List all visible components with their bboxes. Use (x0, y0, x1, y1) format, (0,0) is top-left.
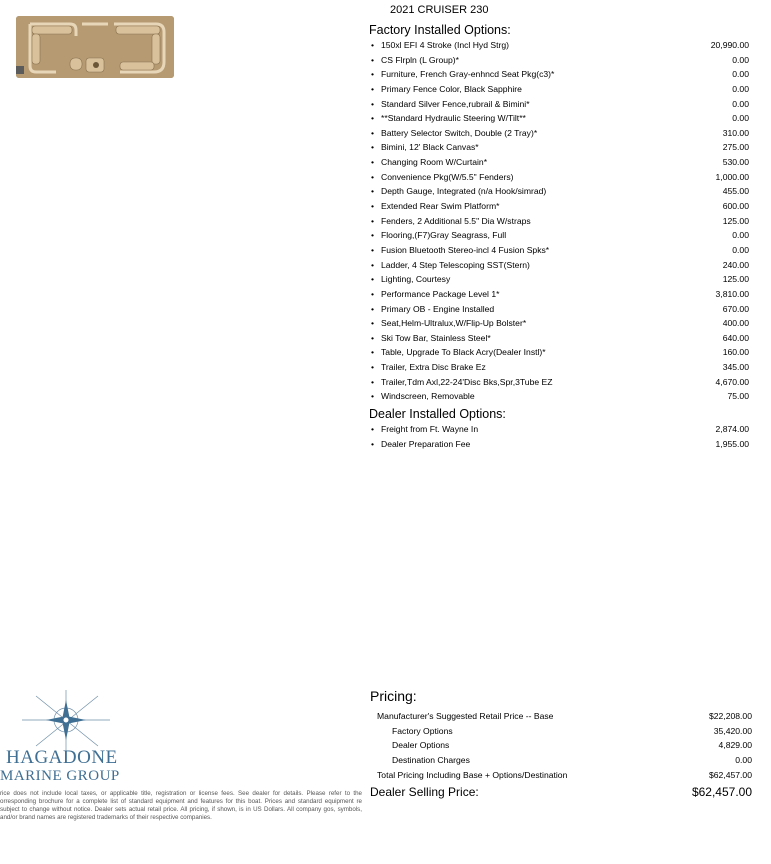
option-label: Bimini, 12' Black Canvas* (381, 142, 479, 153)
option-row (369, 345, 749, 360)
option-row (369, 184, 749, 199)
option-label: 150xl EFI 4 Stroke (Incl Hyd Strg) (381, 40, 509, 50)
option-label: CS Flrpln (L Group)* (381, 54, 460, 65)
option-row (369, 214, 749, 229)
option-price: 1,955.00 (715, 438, 749, 449)
bullet-icon: • (371, 332, 375, 343)
option-row (369, 228, 749, 243)
bullet-icon: • (371, 98, 375, 109)
option-row (369, 437, 749, 452)
bullet-icon: • (371, 274, 375, 285)
option-label: **Standard Hydraulic Steering W/Tilt** (381, 113, 526, 124)
option-label: Freight from Ft. Wayne In (381, 424, 479, 434)
bullet-icon: • (371, 40, 375, 50)
dealer-options-list (369, 422, 749, 451)
option-price: 530.00 (722, 157, 749, 168)
option-row (369, 302, 749, 317)
option-price: 240.00 (722, 259, 749, 270)
pricing-label: Destination Charges (392, 755, 470, 766)
bullet-icon: • (371, 215, 375, 226)
option-price: 160.00 (722, 347, 749, 358)
option-price: 310.00 (722, 127, 749, 138)
dealer-selling-price-label: Dealer Selling Price: (370, 785, 479, 799)
option-label: Convenience Pkg(W/5.5" Fenders) (381, 171, 514, 182)
option-row (369, 272, 749, 287)
option-price: 0.00 (732, 113, 749, 124)
bullet-icon: • (371, 113, 375, 124)
pricing-label: Factory Options (392, 725, 453, 736)
pricing-row (370, 724, 752, 739)
bullet-icon: • (371, 157, 375, 168)
dealer-selling-price-value: $62,457.00 (691, 785, 752, 799)
option-label: Battery Selector Switch, Double (2 Tray)* (381, 127, 538, 138)
option-row (369, 67, 749, 82)
bullet-icon: • (371, 303, 375, 314)
option-price: 125.00 (722, 274, 749, 285)
bullet-icon: • (371, 362, 375, 373)
option-label: Ladder, 4 Step Telescoping SST(Stern) (381, 259, 530, 270)
option-label: Furniture, French Gray-enhncd Seat Pkg(c3)* (381, 69, 555, 80)
bullet-icon: • (371, 391, 375, 402)
option-row (369, 360, 749, 375)
bullet-icon: • (371, 288, 375, 299)
logo-text-line1: HAGADONE (6, 747, 118, 768)
pricing-value: $22,208.00 (708, 711, 752, 721)
option-row (369, 287, 749, 302)
option-row (369, 111, 749, 126)
factory-options-list (369, 38, 749, 404)
pricing-row (370, 768, 752, 783)
option-row (369, 331, 749, 346)
option-price: 640.00 (722, 332, 749, 343)
option-label: Windscreen, Removable (381, 391, 475, 402)
option-price: 2,874.00 (715, 424, 749, 434)
option-price: 670.00 (722, 303, 749, 314)
option-row (369, 82, 749, 97)
option-label: Primary Fence Color, Black Sapphire (381, 83, 522, 94)
option-row (369, 38, 749, 53)
bullet-icon: • (371, 201, 375, 212)
pricing-value: 0.00 (735, 755, 752, 766)
option-price: 125.00 (722, 215, 749, 226)
pricing-heading: Pricing: (370, 688, 417, 704)
pricing-row (370, 738, 752, 753)
logo-text-line2: MARINE GROUP (0, 768, 120, 784)
option-label: Primary OB - Engine Installed (381, 303, 495, 314)
option-price: 0.00 (732, 244, 749, 255)
bullet-icon: • (371, 244, 375, 255)
option-price: 0.00 (732, 69, 749, 80)
dealer-options-heading: Dealer Installed Options: (369, 407, 506, 421)
option-label: Fusion Bluetooth Stereo-incl 4 Fusion Spks* (381, 244, 550, 255)
bullet-icon: • (371, 69, 375, 80)
option-price: 345.00 (722, 362, 749, 373)
option-label: Trailer,Tdm Axl,22-24'Disc Bks,Spr,3Tube EZ (381, 376, 553, 387)
bullet-icon: • (371, 438, 375, 449)
option-label: Ski Tow Bar, Stainless Steel* (381, 332, 491, 343)
legal-disclaimer: rice does not include local taxes, or applicable title, registration or license fees. See dealer for details. Please refer to the orresponding brochure for a complete list of standard equipment and features for this boat. Prices and standard equipment re subject to change without notice. Dealer sets actual retail price. All pricing, if shown, is in US Dollars. All company gos, symbols, and/or brand names are registered trademarks of their respective companies. (0, 790, 362, 821)
option-price: 600.00 (722, 201, 749, 212)
option-label: Standard Silver Fence,rubrail & Bimini* (381, 98, 530, 109)
boat-floorplan-image (16, 16, 174, 78)
bullet-icon: • (371, 171, 375, 182)
pricing-value: 4,829.00 (718, 740, 752, 751)
factory-options-heading: Factory Installed Options: (369, 23, 511, 37)
option-row (369, 155, 749, 170)
bullet-icon: • (371, 54, 375, 65)
pricing-row (370, 709, 752, 724)
option-price: 1,000.00 (715, 171, 749, 182)
option-label: Seat,Helm-Ultralux,W/Flip-Up Bolster* (381, 318, 527, 329)
bullet-icon: • (371, 347, 375, 358)
option-label: Changing Room W/Curtain* (381, 157, 488, 168)
option-row (369, 170, 749, 185)
option-price: 3,810.00 (715, 288, 749, 299)
option-row (369, 243, 749, 258)
option-label: Depth Gauge, Integrated (n/a Hook/simrad) (381, 186, 547, 197)
dealer-selling-price-row (370, 785, 752, 799)
option-label: Lighting, Courtesy (381, 274, 451, 285)
pricing-value: 35,420.00 (713, 725, 752, 736)
boat-model-title: 2021 CRUISER 230 (390, 4, 489, 16)
bullet-icon: • (371, 142, 375, 153)
option-price: 4,670.00 (715, 376, 749, 387)
bullet-icon: • (371, 127, 375, 138)
bullet-icon: • (371, 424, 375, 434)
option-row (369, 126, 749, 141)
option-price: 0.00 (732, 83, 749, 94)
option-price: 20,990.00 (710, 40, 749, 50)
bullet-icon: • (371, 318, 375, 329)
pricing-label: Dealer Options (392, 740, 450, 751)
bullet-icon: • (371, 230, 375, 241)
option-label: Flooring,(F7)Gray Seagrass, Full (381, 230, 507, 241)
option-row (369, 258, 749, 273)
option-price: 455.00 (722, 186, 749, 197)
option-row (369, 422, 749, 437)
option-label: Fenders, 2 Additional 5.5" Dia W/straps (381, 215, 531, 226)
pricing-value: $62,457.00 (708, 769, 752, 780)
bullet-icon: • (371, 83, 375, 94)
option-row (369, 375, 749, 390)
bullet-icon: • (371, 186, 375, 197)
bullet-icon: • (371, 259, 375, 270)
option-price: 275.00 (722, 142, 749, 153)
option-price: 75.00 (727, 391, 749, 402)
option-row (369, 199, 749, 214)
option-price: 400.00 (722, 318, 749, 329)
option-row (369, 140, 749, 155)
option-row (369, 53, 749, 68)
option-label: Dealer Preparation Fee (381, 438, 471, 449)
pricing-label: Manufacturer's Suggested Retail Price -- Base (377, 711, 554, 721)
option-label: Extended Rear Swim Platform* (381, 201, 500, 212)
option-label: Performance Package Level 1* (381, 288, 500, 299)
option-row (369, 97, 749, 112)
pricing-table (370, 709, 752, 782)
option-label: Trailer, Extra Disc Brake Ez (381, 362, 486, 373)
option-row (369, 316, 749, 331)
option-label: Table, Upgrade To Black Acry(Dealer Instl)* (381, 347, 546, 358)
pricing-label: Total Pricing Including Base + Options/Destination (377, 769, 568, 780)
option-price: 0.00 (732, 54, 749, 65)
bullet-icon: • (371, 376, 375, 387)
option-price: 0.00 (732, 230, 749, 241)
option-price: 0.00 (732, 98, 749, 109)
pricing-row (370, 753, 752, 768)
option-row (369, 389, 749, 404)
